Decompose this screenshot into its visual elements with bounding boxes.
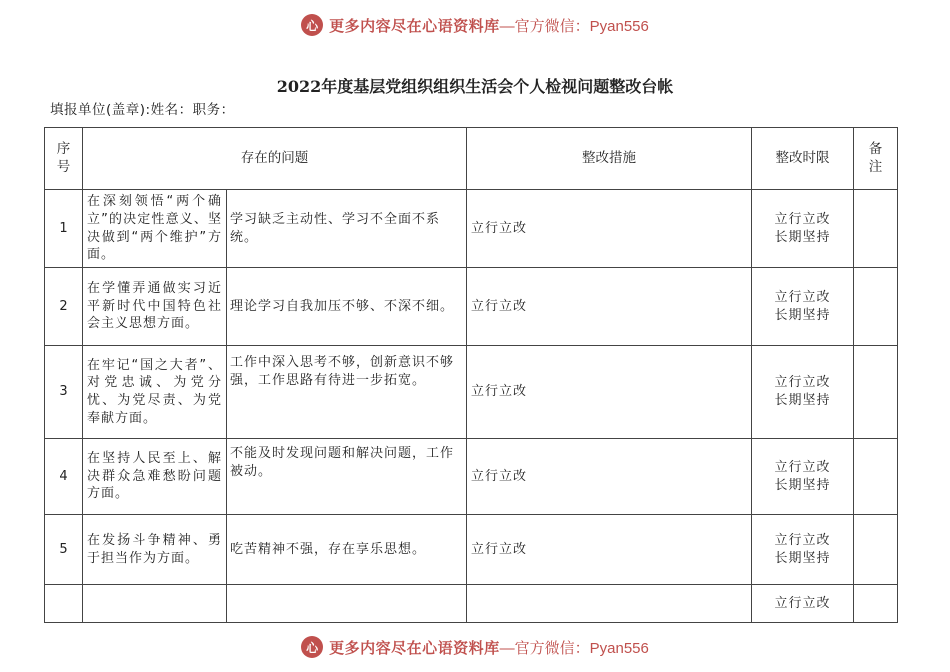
row-area: 在深刻领悟“两个确立”的决定性意义、坚决做到“两个维护”方面。	[83, 190, 227, 268]
header-measures: 整改措施	[467, 128, 752, 190]
row-deadline	[752, 515, 854, 585]
header-no: 序号	[45, 128, 83, 190]
row-measure: 立行立改	[467, 439, 752, 515]
deadline-line-2: 长期坚持	[774, 477, 831, 493]
table-row	[45, 190, 898, 268]
row-no: 4	[45, 439, 83, 515]
deadline-line-1: 立行立改	[774, 375, 831, 391]
row-area: 在牢记“国之大者”、对党忠诚、为党分忧、为党尽责、为党奉献方面。	[83, 346, 227, 439]
watermark-text: 更多内容尽在心语资料库	[329, 638, 500, 657]
watermark-contact: —官方微信：Pyan556	[499, 17, 649, 35]
row-problem: 吃苦精神不强，存在享乐思想。	[227, 515, 467, 585]
header-problem: 存在的问题	[83, 128, 467, 190]
row-no	[45, 585, 83, 623]
row-no: 2	[45, 268, 83, 346]
table-row	[45, 346, 898, 439]
deadline-line-2: 长期坚持	[774, 550, 831, 566]
deadline-line-1: 立行立改	[774, 289, 831, 305]
row-deadline	[752, 190, 854, 268]
table-row	[45, 585, 898, 623]
row-measure: 立行立改	[467, 515, 752, 585]
fill-info-line: 填报单位(盖章):姓名：职务：	[50, 102, 235, 118]
table-row	[45, 439, 898, 515]
row-problem: 不能及时发现问题和解决问题，工作被动。	[227, 439, 467, 515]
deadline-line-1: 立行立改	[774, 532, 831, 548]
deadline-line-2: 长期坚持	[774, 393, 831, 408]
row-problem: 理论学习自我加压不够、不深不细。	[227, 268, 467, 346]
deadline-line-1: 立行立改	[774, 459, 831, 475]
row-remarks	[854, 346, 898, 439]
row-deadline	[752, 346, 854, 439]
row-area	[83, 585, 227, 623]
row-area: 在发扬斗争精神、勇于担当作为方面。	[83, 515, 227, 585]
watermark-banner-top	[0, 10, 950, 40]
rectification-table	[44, 127, 898, 623]
row-deadline	[752, 268, 854, 346]
row-no: 1	[45, 190, 83, 268]
row-deadline	[752, 585, 854, 623]
row-deadline	[752, 439, 854, 515]
table-row	[45, 268, 898, 346]
row-problem: 工作中深入思考不够，创新意识不够强，工作思路有待进一步拓宽。	[227, 346, 467, 439]
row-measure: 立行立改	[467, 190, 752, 268]
deadline-line-1: 立行立改	[774, 211, 831, 227]
row-problem: 学习缺乏主动性、学习不全面不系统。	[227, 190, 467, 268]
row-remarks	[854, 515, 898, 585]
header-deadline: 整改时限	[752, 128, 854, 190]
watermark-logo-icon: 心	[301, 636, 323, 658]
row-no: 5	[45, 515, 83, 585]
table-row	[45, 515, 898, 585]
table-header-row	[45, 128, 898, 190]
row-measure: 立行立改	[467, 268, 752, 346]
row-measure	[467, 585, 752, 623]
row-problem	[227, 585, 467, 623]
watermark-banner-bottom	[0, 632, 950, 662]
row-remarks	[854, 268, 898, 346]
row-measure: 立行立改	[467, 346, 752, 439]
deadline-line-1: 立行立改	[774, 595, 831, 611]
row-area: 在学懂弄通做实习近平新时代中国特色社会主义思想方面。	[83, 268, 227, 346]
row-no: 3	[45, 346, 83, 439]
watermark-text: 更多内容尽在心语资料库	[329, 16, 500, 35]
row-remarks	[854, 190, 898, 268]
header-remarks: 备注	[854, 128, 898, 190]
watermark-logo-icon: 心	[301, 14, 323, 36]
deadline-line-2: 长期坚持	[774, 229, 831, 245]
row-area: 在坚持人民至上、解决群众急难愁盼问题方面。	[83, 439, 227, 515]
deadline-line-2: 长期坚持	[774, 307, 831, 323]
document-title: 2022年度基层党组织组织生活会个人检视问题整改台帐	[276, 77, 674, 96]
row-remarks	[854, 439, 898, 515]
row-remarks	[854, 585, 898, 623]
watermark-contact: —官方微信：Pyan556	[499, 639, 649, 657]
